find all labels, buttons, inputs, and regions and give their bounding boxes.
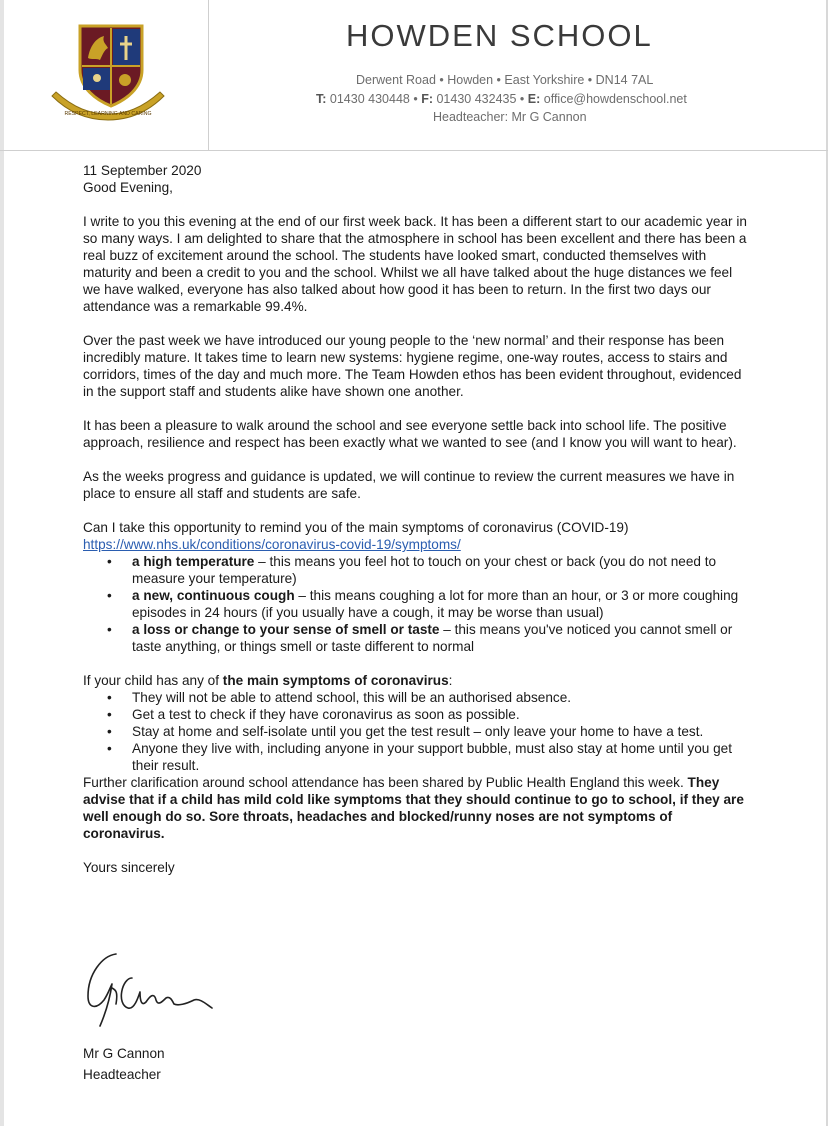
child-actions-list: [83, 689, 753, 774]
page-edge: [0, 0, 4, 1126]
svg-text:RESPECT, LEARNING AND CARING: RESPECT, LEARNING AND CARING: [64, 111, 152, 117]
list-item: • Anyone they live with, including anyone in your support bubble, must also stay at home until you get their result.: [83, 740, 753, 774]
school-address: Derwent Road • Howden • East Yorkshire • DN14 7AL: [356, 73, 654, 87]
child-symptoms-intro: If your child has any of the main symptoms of coronavirus:: [83, 673, 453, 688]
paragraph-1: I write to you this evening at the end of our first week back. It has been a different start to our academic year in so many ways. I am delighted to share that the atmosphere in school has been excellent and there has been a real buzz of excitement around the school. The students have looked smart, conducted themselves with maturity and been a credit to you and the school. Whilst we all have talked about the huge distances we feel we have walked, everyone has also talked about how good it has been to return. In the first two days our attendance was a remarkable 99.4%.: [83, 214, 747, 314]
list-item: • They will not be able to attend school, this will be an authorised absence.: [83, 689, 753, 706]
greeting: Good Evening,: [83, 180, 173, 195]
handwritten-signature: [82, 948, 222, 1038]
closing: Yours sincerely: [83, 860, 175, 875]
paragraph-2: Over the past week we have introduced our young people to the ‘new normal’ and their response has been incredibly mature. It takes time to learn new systems: hygiene regime, one-way routes, access to stairs and corridors, times of the day and much more. The Team Howden ethos has been evident throughout, evidenced in the support staff and students alike have shown one another.: [83, 333, 742, 399]
list-item: • Stay at home and self-isolate until you get the test result – only leave your home to have a test.: [83, 723, 753, 740]
school-crest-logo: [50, 22, 166, 122]
signoff-name: Mr G Cannon: [83, 1046, 165, 1061]
list-item: • a new, continuous cough – this means coughing a lot for more than an hour, or 3 or more coughing episodes in 24 hours (if you usually have a cough, it may be worse than usual): [83, 587, 753, 621]
list-item: • a high temperature – this means you feel hot to touch on your chest or back (you do not need to measure your temperature): [83, 553, 753, 587]
phone-number: 01430 430448: [329, 92, 410, 106]
school-name: HOWDEN SCHOOL: [346, 18, 653, 53]
headteacher-line: Headteacher: Mr G Cannon: [433, 110, 587, 124]
paragraph-4: As the weeks progress and guidance is updated, we will continue to review the current measures we have in place to ensure all staff and students are safe.: [83, 469, 735, 501]
header-divider: [0, 150, 828, 151]
contact-line: T: 01430 430448 • F: 01430 432435 • E: office@howdenschool.net: [316, 92, 687, 106]
signoff: [83, 1043, 165, 1085]
symptoms-intro: Can I take this opportunity to remind you of the main symptoms of coronavirus (COVID-19): [83, 520, 629, 535]
list-item: • Get a test to check if they have coronavirus as soon as possible.: [83, 706, 753, 723]
clarification-paragraph: Further clarification around school attendance has been shared by Public Health England this week. They advise that if a child has mild cold like symptoms that they should continue to go to school, if they are well enough do so. Sore throats, headaches and blocked/runny noses are not symptoms of coronavirus.: [83, 775, 744, 841]
signoff-title: Headteacher: [83, 1067, 161, 1082]
symptoms-list: [83, 553, 753, 655]
fax-number: 01430 432435: [436, 92, 517, 106]
nhs-symptoms-link[interactable]: https://www.nhs.uk/conditions/coronavirus-covid-19/symptoms/: [83, 537, 461, 552]
list-item: • a loss or change to your sense of smell or taste – this means you've noticed you cannot smell or taste anything, or things smell or taste different to normal: [83, 621, 753, 655]
email-address[interactable]: office@howdenschool.net: [543, 92, 687, 106]
header-divider: [208, 0, 209, 150]
letter-body: [83, 162, 753, 876]
paragraph-3: It has been a pleasure to walk around the school and see everyone settle back into school life. The positive approach, resilience and respect has been exactly what we wanted to see (and I know you will want to hear).: [83, 418, 737, 450]
letter-date: 11 September 2020: [83, 163, 202, 178]
